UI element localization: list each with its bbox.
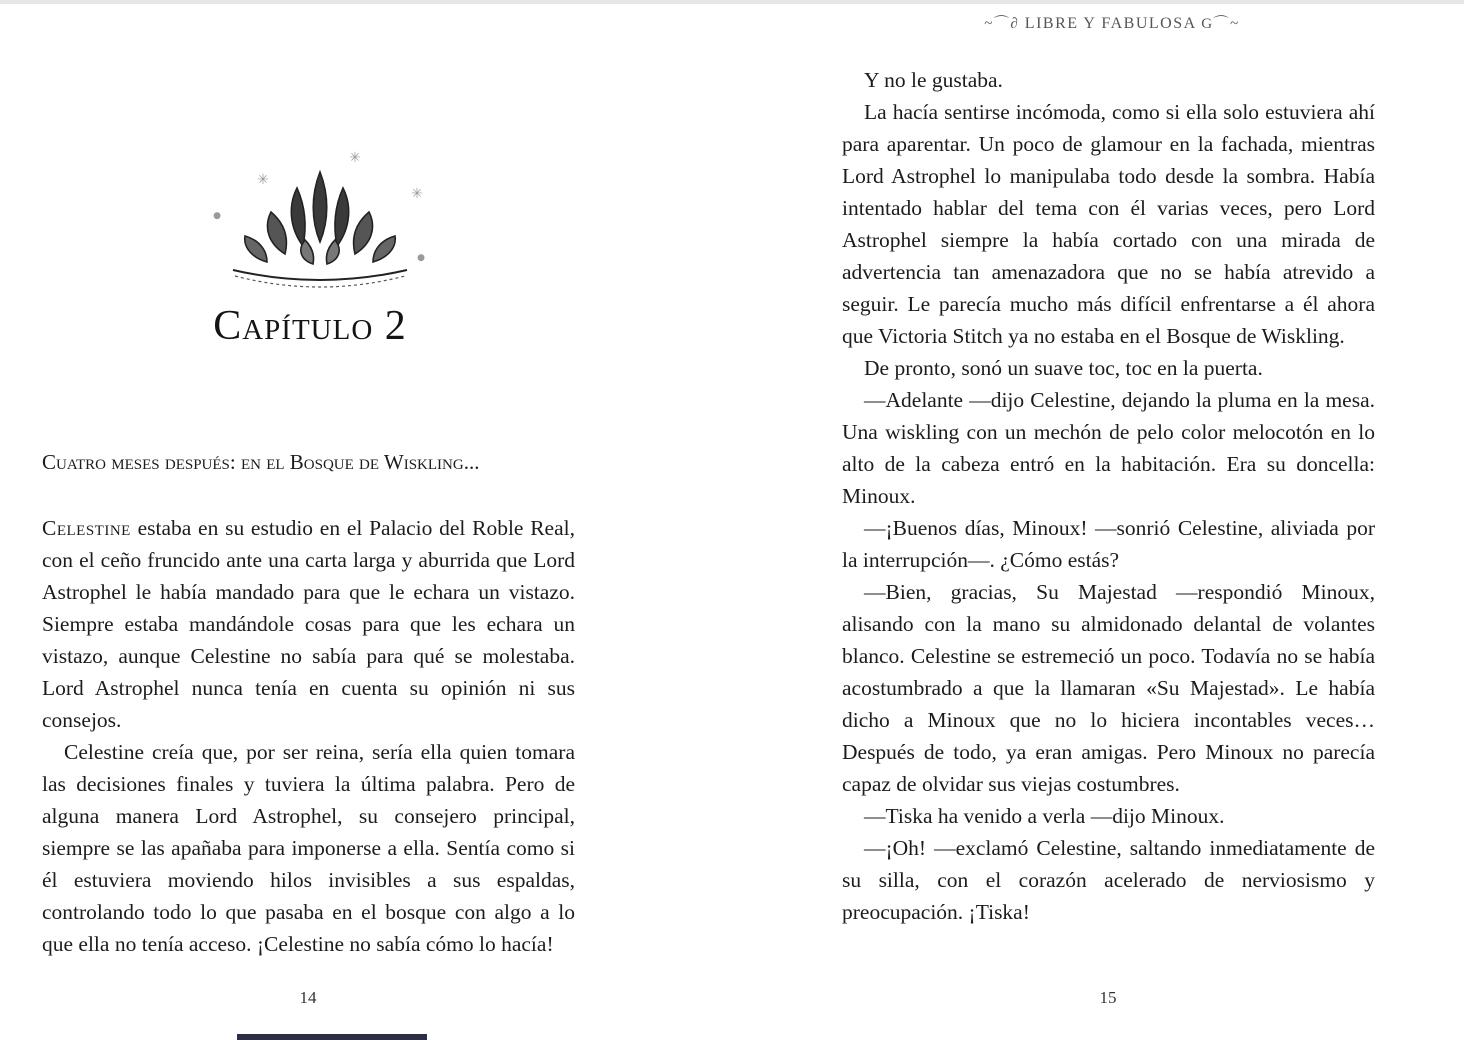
sparkle-icon: ✳ [257, 172, 269, 188]
right-page [732, 0, 1464, 1040]
right-body-text [842, 64, 1375, 928]
paragraph: La hacía sentirse incómoda, como si ella solo estuviera ahí para aparentar. Un poco de glamour en la fachada, mientras Lord Astrophel lo manipulaba todo desde la sombra. Había intentado hablar del tema con él varias veces, pero Lord Astrophel siempre la había cortado con una mirada de advertencia tan amenazadora que no se había atrevido a seguir. Le parecía mucho más difícil enfrentarse a él ahora que Victoria Stitch ya no estaba en el Bosque de Wiskling. [842, 100, 1375, 348]
paragraph: Y no le gustaba. [864, 68, 1003, 92]
left-body-text [42, 512, 575, 960]
running-header-title: LIBRE Y FABULOSA [1024, 15, 1196, 32]
drop-lead-word: Celestine [42, 516, 131, 540]
paragraph: De pronto, sonó un suave toc, toc en la puerta. [864, 356, 1263, 380]
right-flourish-icon: G⌒~ [1201, 16, 1240, 32]
paragraph: —¡Buenos días, Minoux! —sonrió Celestine, aliviada por la interrupción—. ¿Cómo estás? [842, 516, 1375, 572]
left-flourish-icon: ~⌒∂ [984, 16, 1020, 32]
paragraph: —Adelante —dijo Celestine, dejando la pluma en la mesa. Una wiskling con un mechón de pelo color melocotón en lo alto de la cabeza entró en la habitación. Era su doncella: Minoux. [842, 388, 1375, 508]
running-header [962, 12, 1262, 33]
chapter-subheading: Cuatro meses después: en el Bosque de Wiskling... [42, 450, 480, 474]
leaf-crown-illustration [205, 140, 435, 300]
sparkle-icon: ● [213, 211, 221, 221]
chapter-title: Capítulo 2 [213, 303, 407, 349]
scroll-indicator-bar [237, 1034, 427, 1040]
paragraph: —¡Oh! —exclamó Celestine, saltando inmediatamente de su silla, con el corazón acelerado de nerviosismo y preocupación. ¡Tiska! [842, 836, 1375, 924]
paragraph: —Bien, gracias, Su Majestad —respondió Minoux, alisando con la mano su almidonado delantal de volantes blanco. Celestine se estremeció un poco. Todavía no se había acostumbrado a que la llamaran «Su Majestad». Le había dicho a Minoux que no lo hiciera incontables veces… Después de todo, ya eran amigas. Pero Minoux no parecía capaz de olvidar sus viejas costumbres. [842, 580, 1375, 796]
page-number-right: 15 [1099, 988, 1117, 1007]
paragraph [42, 512, 575, 736]
paragraph-text: estaba en su estudio en el Palacio del Roble Real, con el ceño fruncido ante una carta larga y aburrida que Lord Astrophel le había mandado para que le echara un vistazo. Siempre estaba mandándole cosas para que les echara un vistazo, aunque Celestine no sabía para qué se molestaba. Lord Astrophel nunca tenía en cuenta su opinión ni sus consejos. [42, 516, 575, 732]
page-number-left: 14 [299, 988, 317, 1007]
paragraph: —Tiska ha venido a verla —dijo Minoux. [864, 804, 1225, 828]
sparkle-icon: ✳ [349, 150, 361, 166]
sparkle-icon: ✳ [411, 186, 423, 202]
paragraph: Celestine creía que, por ser reina, sería ella quien tomara las decisiones finales y tuviera la última palabra. Pero de alguna manera Lord Astrophel, su consejero principal, siempre se las apañaba para imponerse a ella. Sentía como si él estuviera moviendo hilos invisibles a sus espaldas, controlando todo lo que pasaba en el bosque con algo a lo que ella no tenía acceso. ¡Celestine no sabía cómo lo hacía! [42, 740, 575, 956]
sparkle-icon: ● [417, 253, 425, 263]
